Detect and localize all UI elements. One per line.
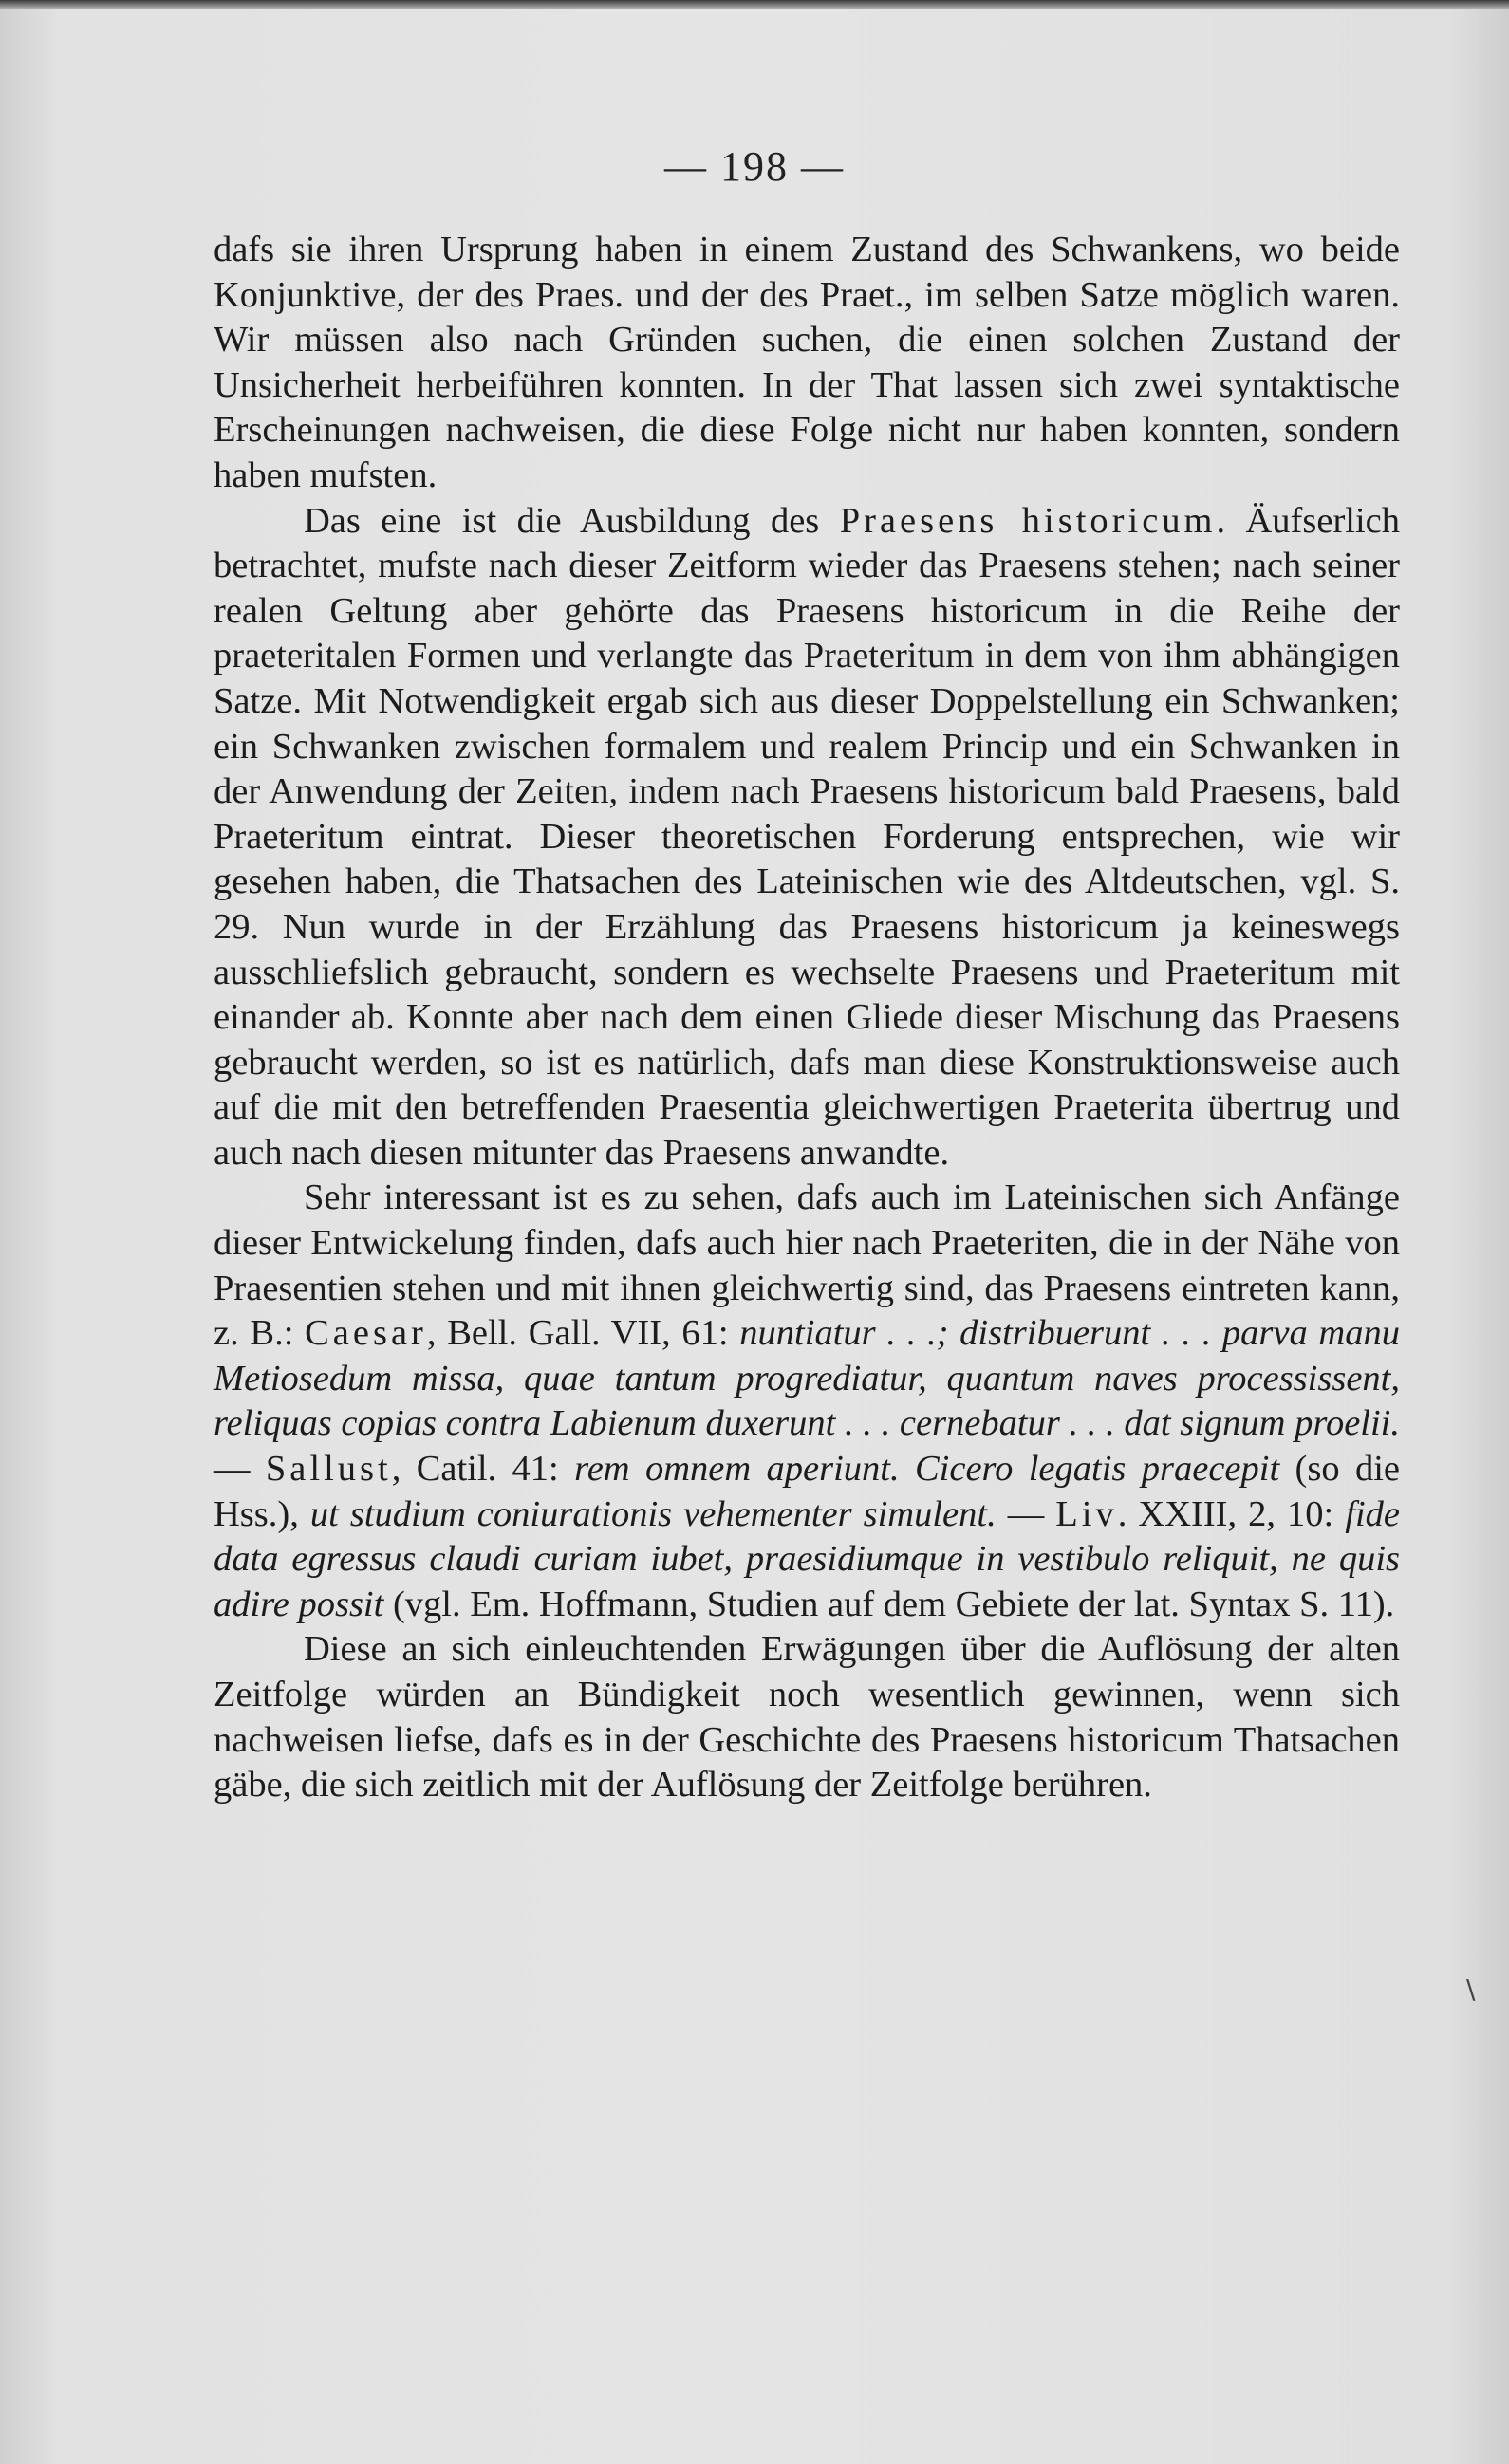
paragraph — [214, 499, 1400, 1176]
text-run: — — [996, 1493, 1056, 1534]
text-run: — — [214, 1449, 266, 1490]
italic-quote: fide data egressus claudi curiam iubet, praesidiumque in vestibulo reliquit, ne quis adire possit — [214, 1493, 1400, 1624]
paragraph — [214, 228, 1400, 499]
text-run: . Äufserlich betrachtet, mufste nach dieser Zeitform wieder das Praesens stehen; nach seiner realen Geltung aber gehörte das Praesens historicum in die Reihe der praeteritalen Formen und verlangte das Praeteritum in dem von ihm abhängigen Satze. Mit Notwendigkeit ergab sich aus dieser Doppelstellung ein Schwanken; ein Schwanken zwischen formalem und realem Princip und ein Schwanken in der Anwendung der Zeiten, indem nach Praesens historicum bald Praesens, bald Praeteritum eintrat. Dieser theoretischen Forderung entsprechen, wie wir gesehen haben, die Thatsachen des Lateinischen wie des Altdeutschen, vgl. S. 29. Nun wurde in der Erzählung das Praesens historicum ja keineswegs ausschliefslich gebraucht, sondern es wechselte Praesens und Praeteritum mit einander ab. Konnte aber nach dem einen Gliede dieser Mischung das Praesens gebraucht werden, so ist es natürlich, dafs man diese Konstruktionsweise auch auf die mit den betreffenden Praesentia gleichwertigen Praeterita übertrug und auch nach diesen mitunter das Praesens anwandte. — [214, 500, 1401, 1173]
spaced-term: Liv — [1055, 1493, 1118, 1534]
page-number: — 198 — — [664, 143, 845, 190]
spaced-term: Caesar — [305, 1313, 427, 1354]
text-run: (vgl. Em. Hoffmann, Studien auf dem Gebiete der lat. Syntax S. 11). — [383, 1584, 1395, 1624]
text-run: dafs sie ihren Ursprung haben in einem Zustand des Schwankens, wo beide Konjunktive, der des Praes. und der des Praet., im selben Satze möglich waren. Wir müssen also nach Gründen suchen, die einen solchen Zustand der Unsicherheit herbeiführen konnten. In der That lassen sich zwei syntaktische Erscheinungen nachweisen, die diese Folge nicht nur haben konnten, sondern haben mufsten. — [214, 230, 1400, 495]
italic-quote: rem omnem aperiunt. Cicero legatis praecepit — [574, 1449, 1280, 1490]
text-run: Das eine ist die Ausbildung des — [304, 500, 840, 541]
text-run: (so die Hss.), — [214, 1449, 1400, 1534]
spaced-term: Sallust — [265, 1449, 392, 1490]
paragraph — [214, 1627, 1400, 1807]
body-text — [214, 228, 1400, 1808]
spaced-term: Praesens historicum — [839, 500, 1217, 541]
margin-mark: \ — [1466, 1973, 1476, 2005]
paragraph — [214, 1176, 1400, 1627]
text-run: , Bell. Gall. VII, 61: — [426, 1313, 740, 1354]
text-run: , Catil. 41: — [391, 1449, 575, 1490]
italic-quote: ut studium coniurationis vehementer simulent. — [309, 1493, 997, 1534]
text-run: Diese an sich einleuchtenden Erwägungen über die Auflösung der alten Zeitfolge würden an Bündigkeit noch wesentlich gewinnen, wenn sich nachweisen liefse, dafs es in der Geschichte des Praesens historicum Thatsachen gäbe, die sich zeitlich mit der Auflösung der Zeitfolge berühren. — [214, 1629, 1400, 1806]
text-run: . XXIII, 2, 10: — [1117, 1493, 1346, 1534]
italic-quote: nuntiatur . . .; distribuerunt . . . parva manu Metiosedum missa, quae tantum progrediatur, quantum naves processissent, reliquas copias contra Labienum duxerunt . . . cernebatur . . . dat signum proelii. — [214, 1313, 1400, 1444]
text-run: Sehr interessant ist es zu sehen, dafs auch im Lateinischen sich Anfänge dieser Entwickelung finden, dafs auch hier nach Praeteriten, die in der Nähe von Praesentien stehen und mit ihnen gleichwertig sind, das Praesens eintreten kann, z. B.: — [214, 1177, 1400, 1354]
page-top-edge — [0, 0, 1509, 9]
